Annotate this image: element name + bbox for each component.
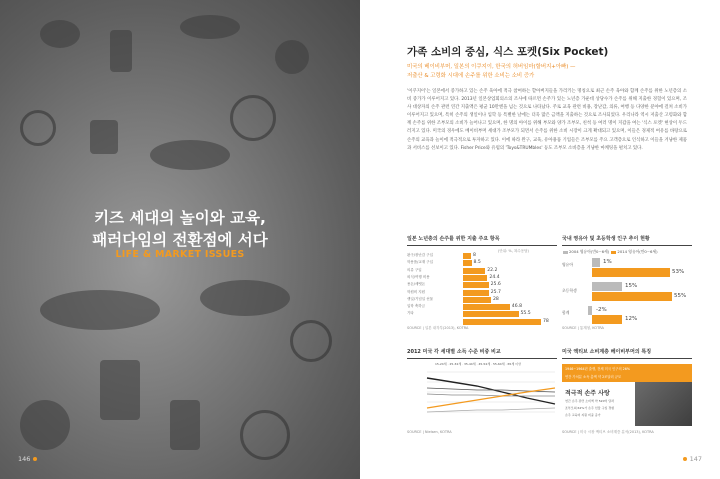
chart2-source: SOURCE | 통계청, KOTRA bbox=[562, 326, 604, 330]
chart2-rule bbox=[562, 245, 692, 246]
chart2-value-a: 1% bbox=[603, 259, 612, 265]
chart3-source: SOURCE | Nielsen, KOTRA bbox=[407, 430, 452, 434]
toy-silhouette bbox=[100, 360, 140, 420]
chart1-row bbox=[407, 310, 557, 317]
page-number-right bbox=[683, 455, 702, 463]
wheel-silhouette bbox=[240, 410, 290, 460]
series-line bbox=[427, 408, 555, 412]
chart1-title: 일본 노년층의 손주를 위한 지출 주요 항목 bbox=[407, 236, 500, 242]
chart1-bar bbox=[463, 275, 487, 281]
chart1-category-label: 의류 구입 bbox=[407, 267, 422, 272]
toy-silhouette bbox=[180, 15, 240, 39]
chart1-row bbox=[407, 274, 557, 281]
chart1-value-label: 78 bbox=[543, 318, 549, 324]
page-dot-icon bbox=[683, 457, 687, 461]
chart2-row-label: 합계 bbox=[562, 310, 570, 315]
chart1-row bbox=[407, 252, 557, 259]
chart2-value-b: 12% bbox=[625, 316, 638, 322]
series-line bbox=[427, 388, 555, 392]
series-line bbox=[427, 394, 555, 396]
chart1-category-label: 기타 bbox=[407, 311, 414, 316]
chart1-value-label: 22.2 bbox=[487, 267, 498, 273]
chart1-value-label: 55.5 bbox=[520, 311, 531, 317]
page-number-text: 146 bbox=[18, 455, 31, 463]
chart1-value-label: 25.7 bbox=[490, 289, 501, 295]
page-number-left bbox=[18, 455, 37, 463]
toy-silhouette bbox=[20, 400, 70, 450]
chart4-callout-line: 조부모의 62%가 손주 선물 구입 경험 bbox=[565, 406, 615, 410]
legend-b-swatch bbox=[611, 251, 616, 254]
toy-silhouette bbox=[40, 20, 80, 48]
chart1-bar bbox=[463, 253, 471, 259]
chart1-bar bbox=[463, 319, 541, 325]
chart4-source: SOURCE | 미국 시장 액티브 소비계층 분석(2013), KOTRA bbox=[562, 430, 654, 434]
chart4-title: 미국 액티브 소비계층 베이비부머의 특징 bbox=[562, 349, 652, 355]
title-line-2: 패러다임의 전환점에 서다 bbox=[92, 231, 268, 249]
section-label: LIFE & MARKET ISSUES bbox=[115, 249, 245, 260]
chart1-row bbox=[407, 259, 557, 266]
chart2-row-label: 초등학생 bbox=[562, 288, 577, 293]
legend-b-label: 2014 영유아(만0~6세) bbox=[617, 249, 658, 254]
left-page-title bbox=[0, 207, 360, 251]
article-body: '이쿠지이'는 일본에서 증가하고 있는 손주 육아에 적극 참여하는 할아버지들을 가리키는 명칭으로 최근 손주 육아와 함께 손주를 위한 노년층의 소비 증가가 이루어지고 있다. 2013년 일본상업회의소의 조사에 따르면 손주가 있는 노년층 가운데 상당수가 손주를 위해 지출한 경험이 있으며, 조사 대상자의 손주 관련 연간 지출액은 평균 10만엔을 넘는 것으로 나타났다. 주로 교육 관련 비용, 장난감, 의류, 여행 등 다양한 분야에 걸쳐 소비가 이루어지고 있으며, 특히 손주의 생일이나 입학 등 특별한 날에는 더욱 많은 금액을 지출하는 것으로 조사되었다. 우리나라 역시 저출산 고령화와 함께 손주를 위한 조부모의 소비가 늘어나고 있으며, 한 명의 아이를 위해 부모와 양가 조부모, 친척 등 여러 명이 지갑을 여는 '식스 포켓' 현상이 두드러지고 있다. 미국의 경우에도 베이비부머 세대가 조부모가 되면서 손주를 위한 소비 시장이 크게 확대되고 있으며, 이들은 경제적 여유를 바탕으로 손주의 교육과 놀이에 적극적으로 투자하고 있다. 이에 따라 완구, 교육, 유아용품 기업들은 조부모를 주요 고객층으로 인식하고 이들을 겨냥한 제품과 서비스를 선보이고 있다. Fisher Price와 유럽의 'Toys&TRUMbles' 등도 조부모 소비층을 겨냥한 마케팅을 펼치고 있다. bbox=[407, 89, 687, 151]
chart3-line-chart bbox=[407, 368, 557, 422]
right-page bbox=[360, 0, 720, 479]
wheel-silhouette bbox=[290, 320, 332, 362]
legend-item: 55-64세 bbox=[493, 362, 505, 366]
chart1-bar bbox=[463, 282, 489, 288]
chart2-title: 국내 영유아 및 초등학생 인구 추이 현황 bbox=[562, 236, 650, 242]
series-line bbox=[427, 388, 555, 408]
wheel-silhouette bbox=[20, 110, 56, 146]
chart1-category-label: 학용품/교재 구입 bbox=[407, 260, 433, 265]
legend-item: 25-34세 bbox=[449, 362, 462, 366]
chart1-value-label: 25.6 bbox=[490, 282, 501, 288]
chart1-value-label: 28 bbox=[493, 296, 499, 302]
chart1-row bbox=[407, 303, 557, 310]
chart4-rule bbox=[562, 358, 692, 359]
chart4-callout-line: 연간 손주 관련 소비액 약 520억 달러 bbox=[565, 399, 615, 403]
subtitle-line-1: 미국의 베이비부머, 일본의 이쿠지이, 한국의 허버임마(할버지+아빠) — bbox=[407, 64, 576, 70]
chart2-bar-a bbox=[588, 306, 592, 315]
legend-a-swatch bbox=[563, 251, 568, 254]
page-dot-icon bbox=[33, 457, 37, 461]
chart4-bullet: 1946~1964년 출생, 전체 미국 인구의 26% bbox=[565, 367, 631, 371]
chart1-value-label: 8.5 bbox=[473, 260, 481, 266]
chart3-legend: 15-24세 · 25-34세 · 35-44세 · 45-54세 · 55-64세 · 65세 이상 bbox=[435, 362, 521, 366]
legend-a-label: 2004 영유아(만0~6세) bbox=[569, 249, 610, 254]
chart1-bar bbox=[463, 297, 491, 303]
chart2-bar-a bbox=[592, 258, 600, 267]
toy-silhouette bbox=[40, 290, 160, 330]
article-subtitle bbox=[407, 63, 687, 81]
legend-item: 65세 이상 bbox=[507, 362, 521, 366]
chart1-source: SOURCE | 일본 내각부(2013), KOTRA bbox=[407, 326, 469, 330]
chart1-category-label: 생일/기념일 선물 bbox=[407, 296, 433, 301]
chart1-category-label: 입학 축하금 bbox=[407, 304, 426, 309]
chart1-unit: (단위: %, 복수응답) bbox=[498, 249, 529, 253]
chart1-value-label: 8 bbox=[473, 253, 476, 258]
chart1-category-label: 용돈/세뱃돈 bbox=[407, 282, 426, 287]
chart2-value-b: 55% bbox=[674, 293, 687, 299]
chart3-rule bbox=[407, 358, 557, 359]
chart1-row bbox=[407, 267, 557, 274]
chart1-bar bbox=[463, 260, 472, 266]
toy-silhouette bbox=[90, 120, 118, 154]
legend-item: 15-24세 bbox=[435, 362, 447, 366]
legend-item: 45-54세 bbox=[478, 362, 491, 366]
toy-silhouette bbox=[275, 40, 309, 74]
chart1-row bbox=[407, 289, 557, 296]
toy-silhouette bbox=[110, 30, 132, 72]
chart3-title: 2012 미국 각 세대별 소득 수준 비중 비교 bbox=[407, 349, 501, 355]
chart2-legend bbox=[562, 249, 658, 255]
wheel-silhouette bbox=[230, 95, 276, 141]
chart2-value-a: -2% bbox=[596, 307, 607, 313]
chart4-bullet: 연간 가처분 소득 총액 약 2조달러 규모 bbox=[565, 375, 622, 379]
chart1-category-label: 학원비 지원 bbox=[407, 289, 426, 294]
chart1-value-label: 46.8 bbox=[511, 304, 523, 310]
grandparent-photo bbox=[635, 382, 692, 426]
chart1-row bbox=[407, 318, 557, 325]
chart1-row bbox=[407, 281, 557, 288]
title-line-1: 키즈 세대의 놀이와 교육, bbox=[94, 209, 266, 227]
chart1-rule bbox=[407, 245, 557, 246]
toy-silhouette bbox=[200, 280, 290, 316]
chart1-bar bbox=[463, 268, 485, 274]
chart4-callout-title: 적극적 손주 사랑 bbox=[565, 390, 610, 397]
chart2-bar-b bbox=[592, 315, 622, 324]
article-title: 가족 소비의 중심, 식스 포켓(Six Pocket) bbox=[407, 46, 609, 58]
chart2-bar-b bbox=[592, 268, 670, 277]
chart1-bar bbox=[463, 304, 510, 310]
page-number-text: 147 bbox=[689, 455, 702, 463]
toy-silhouette bbox=[150, 140, 230, 170]
toy-silhouette bbox=[170, 400, 200, 450]
chart1-value-label: 24.4 bbox=[489, 274, 500, 280]
chart4-callout-line: 손주 교육비 지원 비중 증가 bbox=[565, 413, 601, 417]
chart2-bar-b bbox=[592, 292, 672, 301]
legend-item: 35-44세 bbox=[464, 362, 476, 366]
chart2-bar-a bbox=[592, 282, 622, 291]
chart2-row-label: 영유아 bbox=[562, 262, 574, 267]
chart1-category-label: 완구/장난감 구입 bbox=[407, 253, 433, 257]
subtitle-line-2: 저출산 & 고령화 시대에 손주를 위한 소비는 소비 증가 bbox=[407, 73, 535, 79]
chart1-bar bbox=[463, 311, 519, 317]
chart2-value-b: 53% bbox=[672, 269, 685, 275]
chart1-bar bbox=[463, 290, 489, 296]
chart1-category-label: 외식/여행 비용 bbox=[407, 274, 430, 279]
chart2-value-a: 15% bbox=[625, 283, 638, 289]
chart1-row bbox=[407, 296, 557, 303]
